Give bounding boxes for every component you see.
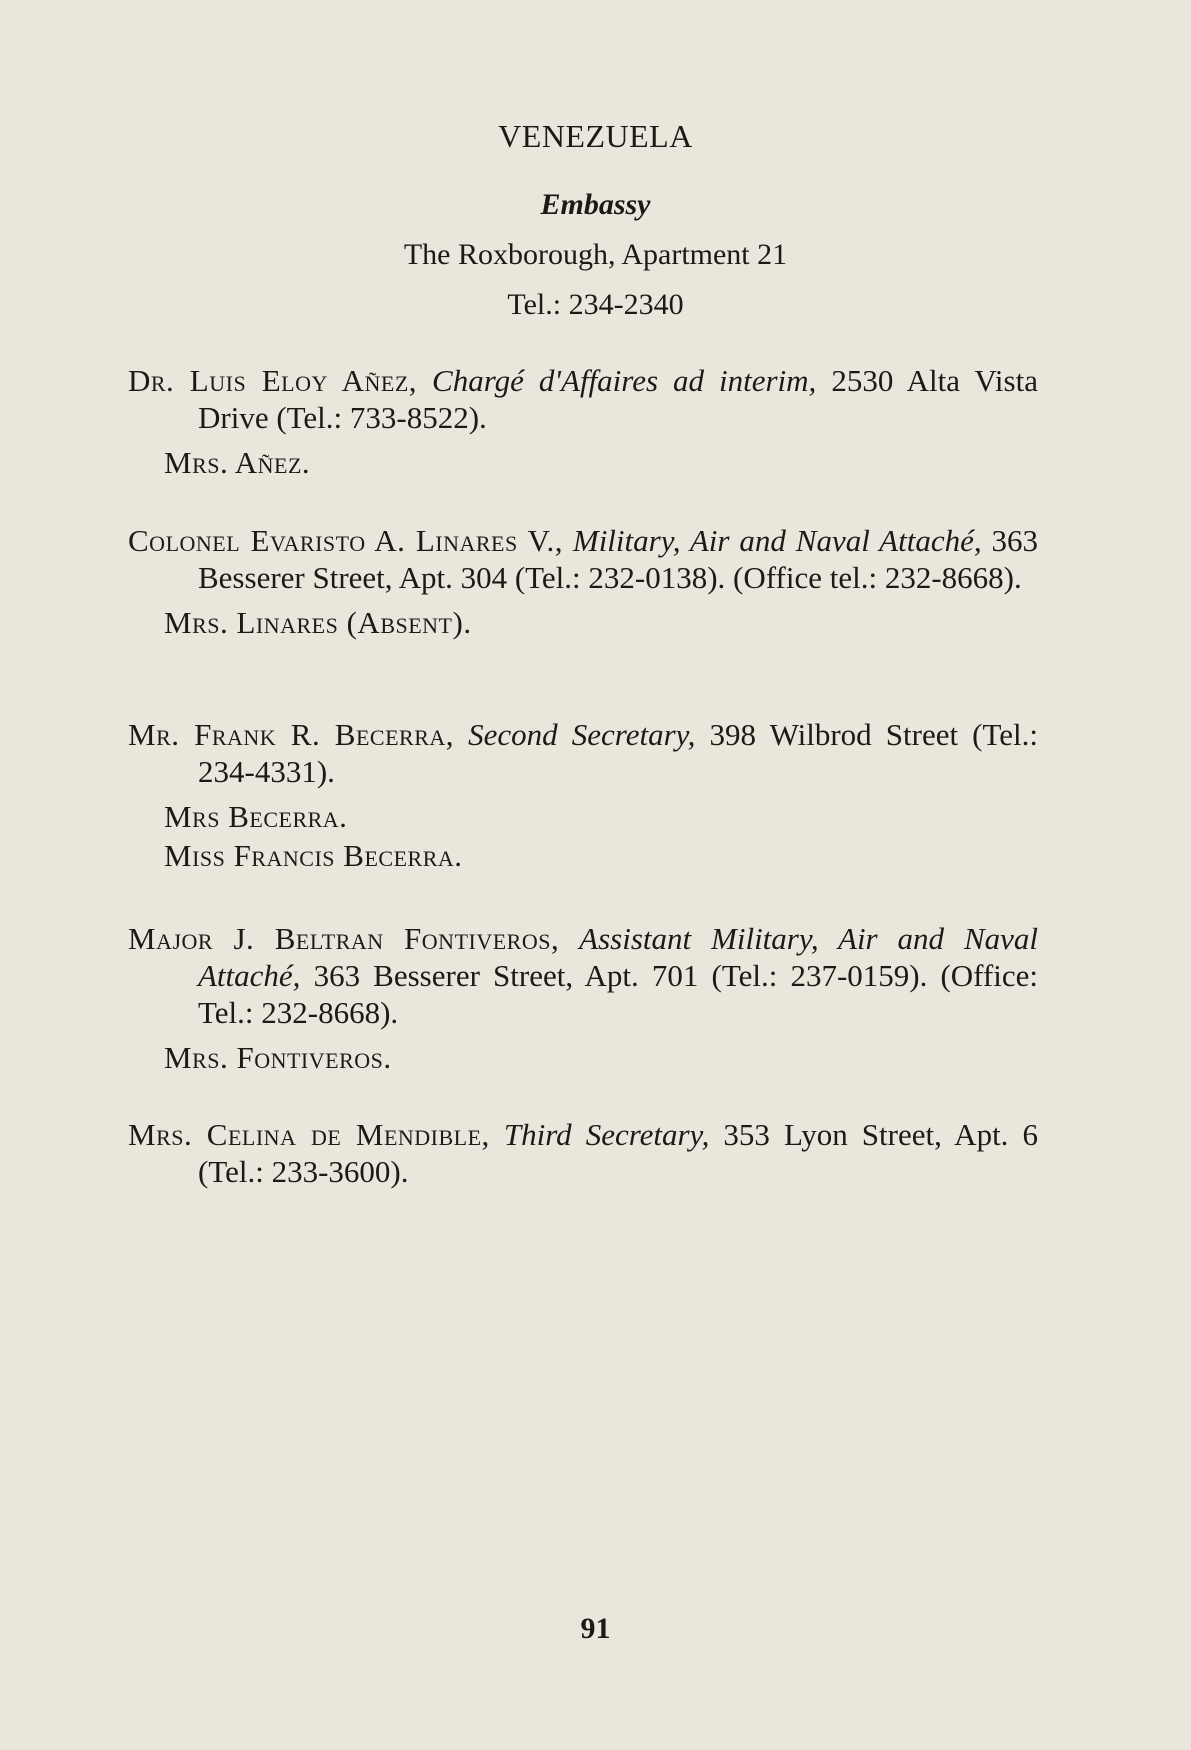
entry-name: Dr. Luis Eloy Añez,	[128, 363, 418, 398]
entry-name: Colonel Evaristo A. Linares V.,	[128, 523, 563, 558]
country-heading: VENEZUELA	[498, 118, 693, 154]
entry-family-member: Mrs. Linares (Absent).	[164, 605, 472, 640]
entry-details: 398 Wilbrod Street (Tel.: 234-4331).	[198, 717, 1039, 789]
entry-role: Military, Air and Naval Attaché,	[572, 523, 982, 558]
directory-entry	[128, 716, 1038, 874]
embassy-address: The Roxborough, Apartment 21	[403, 238, 788, 271]
entry-details: 2530 Alta Vista Drive (Tel.: 733-8522).	[198, 363, 1038, 435]
entry-name: Mr. Frank R. Becerra,	[128, 717, 455, 752]
entry-lead	[128, 362, 1038, 436]
entry-lead	[128, 1116, 1038, 1190]
directory-entry	[128, 522, 1038, 641]
entry-role: Third Secretary,	[503, 1117, 710, 1152]
entry-name: Major J. Beltran Fontiveros,	[128, 921, 560, 956]
entry-role: Second Secretary,	[468, 717, 696, 752]
page-number: 91	[580, 1612, 611, 1645]
entry-family-member: Mrs Becerra.	[164, 799, 348, 834]
entry-lead	[128, 522, 1038, 596]
section-heading: Embassy	[540, 188, 651, 221]
directory-entry	[128, 920, 1038, 1076]
embassy-telephone: Tel.: 234-2340	[507, 288, 684, 321]
directory-entry	[128, 362, 1038, 481]
entry-lead	[128, 920, 1038, 1031]
entry-role: Chargé d'Affaires ad interim,	[432, 363, 817, 398]
entry-family-member: Mrs. Añez.	[164, 445, 311, 480]
entry-lead	[128, 716, 1038, 790]
directory-entry	[128, 1116, 1038, 1190]
entry-family-member: Miss Francis Becerra.	[164, 838, 463, 873]
entry-details: 353 Lyon Street, Apt. 6 (Tel.: 233-3600).	[198, 1117, 1038, 1189]
entry-family-member: Mrs. Fontiveros.	[164, 1040, 392, 1075]
entry-role: Assistant Military, Air and Naval Attaché,	[198, 921, 1039, 993]
entry-details: 363 Besserer Street, Apt. 304 (Tel.: 232-0138). (Office tel.: 232-8668).	[198, 523, 1039, 595]
entry-details: 363 Besserer Street, Apt. 701 (Tel.: 237-0159). (Office: Tel.: 232-8668).	[198, 958, 1039, 1030]
entry-name: Mrs. Celina de Mendible,	[128, 1117, 490, 1152]
